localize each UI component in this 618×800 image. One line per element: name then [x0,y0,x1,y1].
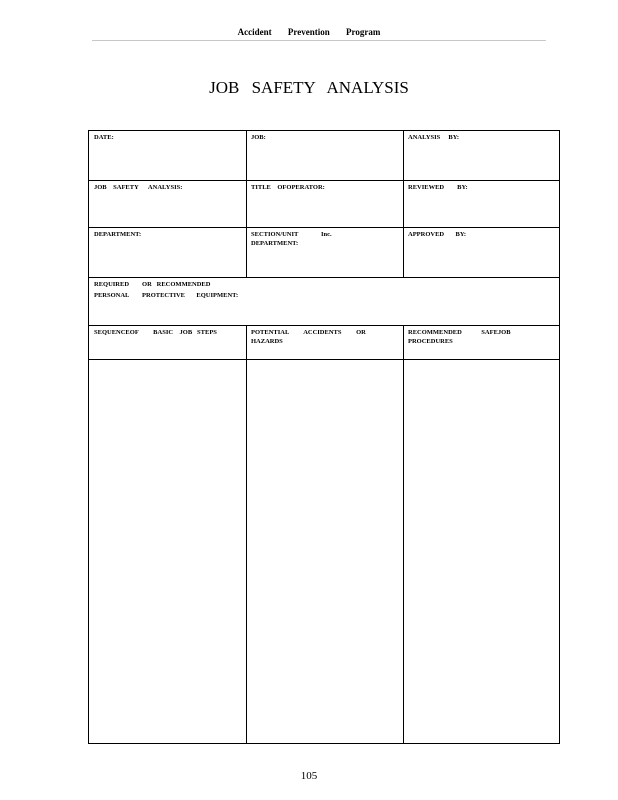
approved-by-field[interactable]: APPROVED BY: [408,231,467,238]
title-of-operator-field[interactable]: TITLE OFOPERATOR: [251,184,325,191]
column-divider-2-top [403,131,404,277]
ppe-field[interactable]: PERSONAL PROTECTIVE EQUIPMENT: [94,292,239,299]
column-divider-2-bottom [403,325,404,743]
row-divider-1 [89,180,559,181]
job-safety-analysis-field[interactable]: JOB SAFETY ANALYSIS: [94,184,183,191]
row-divider-4 [89,325,559,326]
column-header-procedures-line2: PROCEDURES [408,338,453,345]
row-divider-2 [89,227,559,228]
row-divider-3 [89,277,559,278]
section-department-label: DEPARTMENT: [251,240,299,247]
reviewed-by-field[interactable]: REVIEWED BY: [408,184,468,191]
row-divider-5 [89,359,559,360]
analysis-by-field[interactable]: ANALYSIS BY: [408,134,459,141]
page-number: 105 [300,770,318,782]
column-header-sequence: SEQUENCEOF BASIC JOB STEPS [94,329,217,336]
job-field[interactable]: JOB: [251,134,266,141]
department-field[interactable]: DEPARTMENT: [94,231,142,238]
column-divider-1-bottom [246,325,247,743]
jsa-form-table [88,130,560,744]
document-title: JOB SAFETY ANALYSIS [209,78,409,97]
date-field[interactable]: DATE: [94,134,114,141]
ppe-label-line1: REQUIRED OR RECOMMENDED [94,281,211,288]
column-header-hazards: POTENTIAL ACCIDENTS OR [251,329,366,336]
running-header: Accident Prevention Program [237,27,381,37]
column-header-hazards-line2: HAZARDS [251,338,283,345]
column-divider-1-top [246,131,247,277]
header-rule [92,40,546,41]
section-unit-field[interactable]: SECTION/UNIT Inc. [251,231,332,238]
column-header-procedures: RECOMMENDED SAFEJOB [408,329,511,336]
